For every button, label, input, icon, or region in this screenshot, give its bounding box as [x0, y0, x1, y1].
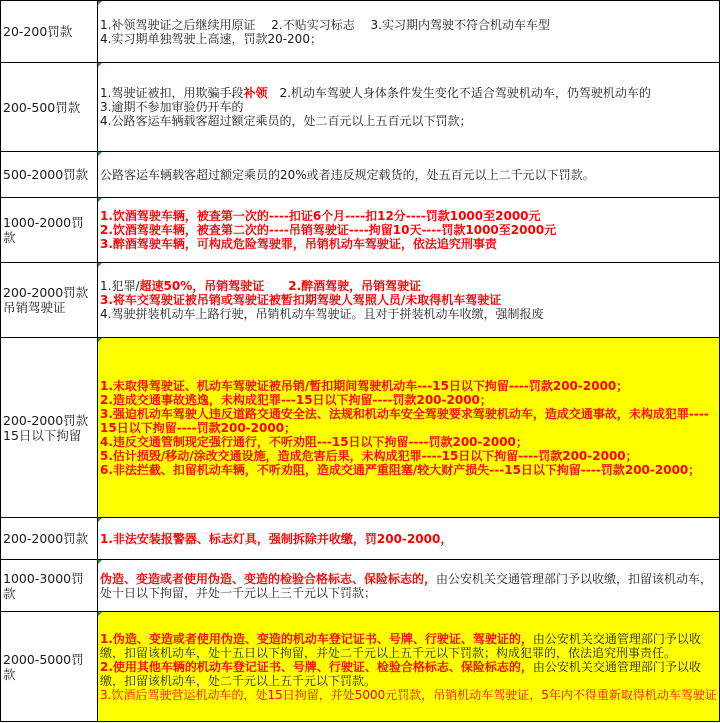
description-cell	[98, 198, 720, 263]
fine-cell	[1, 152, 98, 198]
description-cell	[98, 518, 720, 560]
text-segment: 1.驾驶证被扣，用欺骗手段	[100, 86, 244, 100]
fine-text: 200-2000罚款	[3, 531, 89, 546]
description-line	[100, 168, 717, 182]
text-segment: 由公安机关交通管理部门予以收缴，扣留该机动车，处二千元以上五千元以下罚款。	[100, 659, 701, 688]
description-line	[100, 18, 717, 32]
text-segment: 1.犯罪/	[100, 279, 140, 293]
description-cell	[98, 63, 720, 152]
fine-cell	[1, 338, 98, 518]
description-line	[100, 572, 717, 600]
fine-text: 2000-5000罚款	[3, 651, 84, 682]
cell-comment-marker	[98, 1, 102, 5]
table-row	[1, 338, 720, 518]
description-line	[100, 463, 717, 477]
text-segment: 4.公路客运车辆载客超过额定乘员的，处二百元以上五百元以下罚款；	[100, 114, 472, 128]
fine-text: 1000-2000罚款	[3, 215, 84, 245]
text-segment: 5.估计损毁/移动/涂改交通设施，造成危害后果，未构成犯罪----15日以下拘留----罚款200-2000；	[100, 448, 638, 463]
fine-text: 1000-3000罚款	[3, 570, 84, 601]
fine-text: 吊销驾驶证	[3, 300, 66, 315]
text-segment: 2.饮酒驾驶车辆，被查第二次的----吊销驾驶证----拘留10天----罚款1000至2000元	[100, 223, 557, 237]
description-line	[100, 393, 717, 407]
text-segment: 1.未取得驾驶证、机动车驾驶证被吊销/暂扣期间驾驶机动车---15日以下拘留----罚款200-2000；	[100, 378, 629, 393]
description-line	[100, 237, 717, 251]
fine-cell	[1, 560, 98, 612]
description-line	[100, 279, 717, 293]
fine-cell	[1, 63, 98, 152]
description-line	[100, 32, 717, 46]
cell-comment-marker	[98, 518, 102, 522]
text-segment: 1.非法安装报警器、标志灯具，强制拆除并收缴，罚200-2000，	[100, 531, 453, 546]
cell-comment-marker	[98, 263, 102, 267]
description-line	[100, 379, 717, 393]
description-line	[100, 114, 717, 128]
description-cell	[98, 560, 720, 612]
table-row	[1, 263, 720, 338]
text-segment: 2.造成交通事故逃逸，未构成犯罪---15日以下拘留----罚款200-2000；	[100, 392, 492, 407]
description-line	[100, 223, 717, 237]
description-cell	[98, 152, 720, 198]
text-segment: 4.违反交通管制现定强行通行，不听劝阻---15日以下拘留----罚款200-2000；	[100, 434, 528, 449]
text-segment: 由公安机关交通管理部门予以收缴，扣留该机动车，处十日以下拘留，并处一千元以上三千元以下罚款；	[100, 571, 713, 600]
description-line	[100, 688, 717, 702]
text-segment: 公路客运车辆载客超过额定乘员的20%或者违反规定载货的，处五百元以上二千元以下罚款。	[100, 167, 595, 182]
text-segment: 补领	[243, 86, 268, 100]
text-segment: 3.醉酒驾驶车辆，可构成危险驾驶罪，吊销机动车驾驶证，依法追究刑事责	[100, 237, 497, 251]
fine-text: 15日以下拘留	[3, 427, 82, 443]
cell-comment-marker	[98, 152, 102, 156]
table-row	[1, 198, 720, 263]
fine-text: 200-500罚款	[3, 99, 81, 115]
text-segment: 4.驾驶拼装机动车上路行驶，吊销机动车驾驶证。且对于拼装机动车收缴，强制报废	[100, 307, 544, 321]
text-segment: 超速50%，吊销驾驶证 2.醉酒驾驶，吊销驾驶证	[139, 279, 422, 293]
text-segment: 3.逾期不参加审验仍开车的	[100, 100, 244, 114]
fine-text: 500-2000罚款	[3, 167, 89, 182]
text-segment: 2.机动车驾驶人身体条件发生变化不适合驾驶机动车，仍驾驶机动车的	[267, 86, 651, 100]
description-cell	[98, 1, 720, 63]
text-segment: 3.饮酒后驾驶营运机动车的，处15日拘留，并处5000元罚款，吊销机动车驾驶证，5年内不得重新取得机动车驾驶证	[100, 687, 717, 702]
description-cell	[98, 612, 720, 722]
fine-text: 20-200罚款	[3, 24, 73, 39]
description-cell	[98, 263, 720, 338]
description-line	[100, 407, 717, 435]
text-segment: 1.伪造、变造或者使用伪造、变造的机动车登记证书、号牌、行驶证、驾驶证的，	[100, 631, 533, 646]
table-row	[1, 63, 720, 152]
text-segment: 由公安机关交通管理部门予以收缴，扣留该机动车，处十五日以下拘留，并处二千元以上五千元以下罚款；构成犯罪的，依法追究刑事责任。	[100, 631, 701, 660]
cell-comment-marker	[98, 338, 102, 342]
text-segment: 3.将车交驾驶证被吊销或驾驶证被暂扣期驾驶人驾照人员/未取得机车驾驶证	[100, 293, 502, 307]
cell-comment-marker	[98, 560, 102, 564]
text-segment: 1.补领驾驶证之后继续用原证 2.不贴实习标志 3.实习期内驾驶不符合机动车车型	[100, 17, 550, 32]
table-row	[1, 1, 720, 63]
description-line	[100, 86, 717, 100]
table-row	[1, 518, 720, 560]
fine-cell	[1, 518, 98, 560]
table-row	[1, 152, 720, 198]
fine-cell	[1, 198, 98, 263]
description-line	[100, 532, 717, 546]
table-row	[1, 560, 720, 612]
fine-cell	[1, 612, 98, 722]
text-segment: 2.使用其他车辆的机动车登记证书、号牌、行驶证、检验合格标志、保险标志的，	[100, 659, 533, 674]
description-cell	[98, 338, 720, 518]
description-line	[100, 293, 717, 307]
table-row	[1, 612, 720, 722]
description-line	[100, 209, 717, 223]
cell-comment-marker	[98, 198, 102, 202]
description-line	[100, 435, 717, 449]
cell-comment-marker	[98, 612, 102, 616]
description-line	[100, 632, 717, 660]
description-line	[100, 660, 717, 688]
fine-cell	[1, 263, 98, 338]
description-line	[100, 307, 717, 321]
fine-cell	[1, 1, 98, 63]
text-segment: 伪造、变造或者使用伪造、变造的检验合格标志、保险标志的，	[100, 571, 437, 586]
text-segment: 1.饮酒驾驶车辆，被查第一次的----扣证6个月----扣12分----罚款1000至2000元	[100, 209, 541, 223]
text-segment: 3.强迫机动车驾驶人违反道路交通安全法、法规和机动车安全驾驶要求驾驶机动车，造成交通事故，未构成犯罪----15日以下拘留----罚款200-2000；	[100, 406, 709, 435]
text-segment: 4.实习期单独驾驶上高速，罚款20-200；	[100, 31, 322, 46]
description-line	[100, 449, 717, 463]
fine-text: 200-2000罚款	[3, 285, 89, 300]
fine-text: 200-2000罚款	[3, 412, 89, 428]
description-line	[100, 100, 717, 114]
text-segment: 6.非法拦截、扣留机动车辆，不听劝阻，造成交通严重阻塞/较大财产损失---15日以下拘留----罚款200-2000；	[100, 462, 701, 477]
cell-comment-marker	[98, 63, 102, 67]
